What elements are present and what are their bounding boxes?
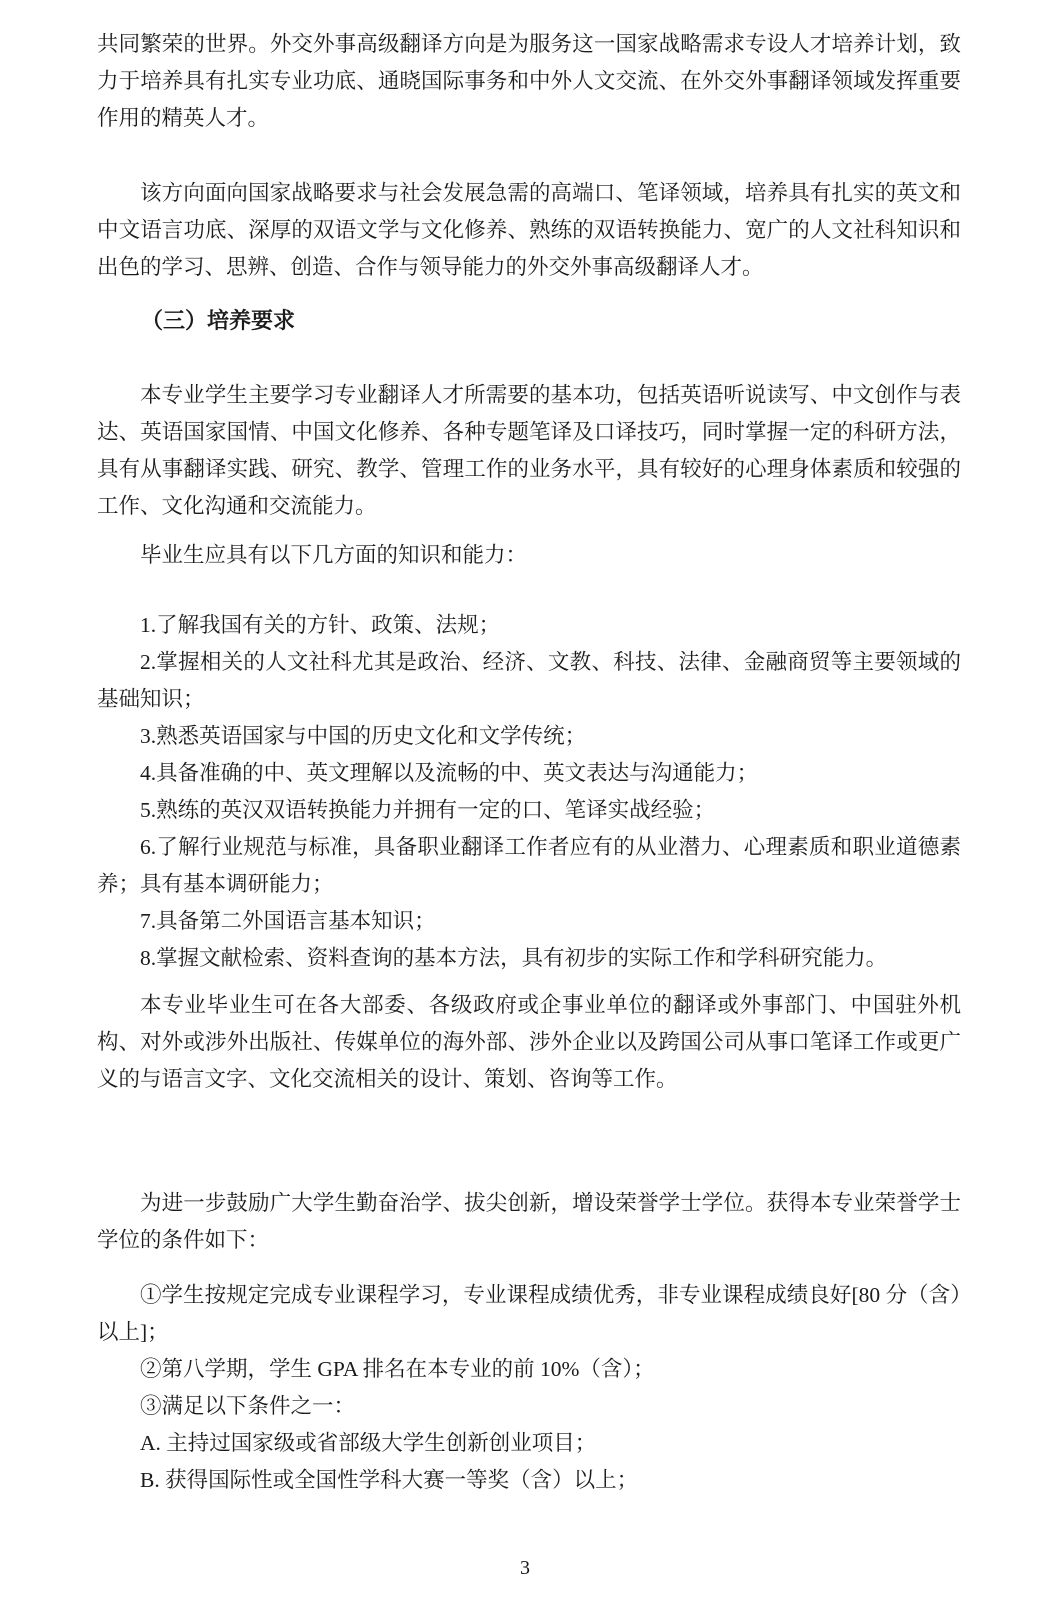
knowledge-item-8: 8.掌握文献检索、资料查询的基本方法，具有初步的实际工作和学科研究能力。	[140, 946, 888, 970]
knowledge-item-7: 7.具备第二外国语言基本知识；	[140, 909, 436, 933]
knowledge-item-4: 4.具备准确的中、英文理解以及流畅的中、英文表达与沟通能力；	[140, 761, 759, 785]
knowledge-item-1: 1.了解我国有关的方针、政策、法规；	[140, 613, 501, 637]
knowledge-item-5: 5.熟练的英汉双语转换能力并拥有一定的口、笔译实战经验；	[140, 798, 716, 822]
page-number: 3	[520, 1557, 530, 1579]
knowledge-item-6: 6.了解行业规范与标准，具备职业翻译工作者应有的从业潜力、心理素质和职业道德素养；具有基本调研能力；	[97, 835, 961, 896]
paragraph-direction-goal: 该方向面向国家战略要求与社会发展急需的高端口、笔译领域，培养具有扎实的英文和中文语言功底、深厚的双语文学与文化修养、熟练的双语转换能力、宽广的人文社科知识和出色的学习、思辨、创造、合作与领导能力的外交外事高级翻译人才。	[97, 181, 961, 279]
honors-condition-3b: B. 获得国际性或全国性学科大赛一等奖（含）以上；	[140, 1468, 639, 1492]
knowledge-ability-list	[97, 607, 961, 977]
document-body	[97, 26, 961, 1499]
paragraph-graduate-abilities-intro: 毕业生应具有以下几方面的知识和能力：	[140, 543, 528, 567]
paragraph-career-prospects: 本专业毕业生可在各大部委、各级政府或企事业单位的翻译或外事部门、中国驻外机构、对外或涉外出版社、传媒单位的海外部、涉外企业以及跨国公司从事口笔译工作或更广义的与语言文字、文化交流相关的设计、策划、咨询等工作。	[97, 993, 961, 1091]
knowledge-item-3: 3.熟悉英语国家与中国的历史文化和文学传统；	[140, 724, 587, 748]
honors-condition-list	[97, 1277, 961, 1499]
paragraph-study-basics: 本专业学生主要学习专业翻译人才所需要的基本功，包括英语听说读写、中文创作与表达、英语国家国情、中国文化修养、各种专题笔译及口译技巧，同时掌握一定的科研方法，具有从事翻译实践、研究、教学、管理工作的业务水平，具有较好的心理身体素质和较强的工作、文化沟通和交流能力。	[97, 383, 961, 518]
paragraph-continuation: 共同繁荣的世界。外交外事高级翻译方向是为服务这一国家战略需求专设人才培养计划，致力于培养具有扎实专业功底、通晓国际事务和中外人文交流、在外交外事翻译领域发挥重要作用的精英人才。	[97, 32, 961, 130]
honors-condition-3a: A. 主持过国家级或省部级大学生创新创业项目；	[140, 1431, 597, 1455]
paragraph-honors-degree-intro: 为进一步鼓励广大学生勤奋治学、拔尖创新，增设荣誉学士学位。获得本专业荣誉学士学位的条件如下：	[97, 1191, 961, 1252]
honors-condition-3: ③满足以下条件之一：	[140, 1394, 356, 1418]
section-heading-training-requirements: （三）培养要求	[141, 308, 296, 333]
knowledge-item-2: 2.掌握相关的人文社科尤其是政治、经济、文教、科技、法律、金融商贸等主要领域的基础知识；	[97, 650, 961, 711]
honors-condition-2: ②第八学期，学生 GPA 排名在本专业的前 10%（含）；	[140, 1357, 655, 1381]
honors-condition-1: ①学生按规定完成专业课程学习，专业课程成绩优秀，非专业课程成绩良好[80 分（含）以上]；	[97, 1283, 961, 1344]
